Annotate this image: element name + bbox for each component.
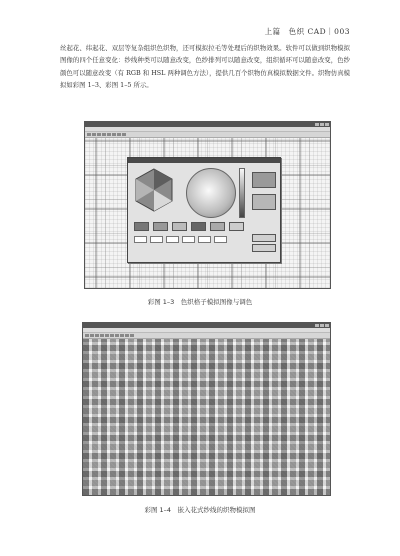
maximize-icon [320,324,324,327]
maximize-icon [320,123,324,126]
color-swatch-row [134,222,244,231]
toolbar-icon [115,334,119,337]
rgb-hexagon-picker [134,168,174,212]
close-icon [325,324,329,327]
toolbar-icon [105,334,109,337]
value-field [182,236,195,243]
current-color-swatch [252,172,276,188]
dialog-cancel-button [252,244,276,252]
lightness-slider [239,168,245,218]
value-field [214,236,227,243]
minimize-icon [315,123,319,126]
toolbar-icon [117,133,121,136]
fancy-yarn-fabric-canvas [83,339,330,495]
toolbar-icon [102,133,106,136]
dialog-ok-button [252,234,276,242]
close-icon [325,123,329,126]
new-color-swatch [252,194,276,210]
dialog-title-bar [128,158,280,163]
running-header: 上篇 色织 CAD｜003 [264,27,350,36]
value-field [134,236,147,243]
color-swatch [134,222,149,231]
color-swatch [191,222,206,231]
toolbar-icon [122,133,126,136]
color-swatch [153,222,168,231]
color-swatch [172,222,187,231]
value-field [150,236,163,243]
figure-1-3-screenshot [84,121,331,289]
toolbar-icon [120,334,124,337]
value-field [198,236,211,243]
value-field [166,236,179,243]
color-value-fields [134,236,227,243]
figure-1-4-caption: 彩图 1–4 嵌入花式纱线的织物模拟图 [144,506,256,514]
figure-1-4-screenshot [82,322,331,496]
body-paragraph: 丝起花、纬起花、双层等复杂组织色织物，还可模拟拉毛等处理后的织物效果。软件可以做到织物模拟图像的四个任意变化：纱线种类可以随意改变，色纱排列可以随意改变，组织循环可以随意改变，色纱颜色可以随意改变（有 RGB 和 HSL 两种调色方法），提供几百个织物仿真模拟数据文件。织物仿真模拟如彩图 1–3、彩图 1–5 所示。 [60,44,350,90]
toolbar-icon [110,334,114,337]
toolbar-icon [95,334,99,337]
toolbar-icon [125,334,129,337]
toolbar-icon [107,133,111,136]
color-swatch [210,222,225,231]
hsl-color-wheel [186,168,236,218]
toolbar-icon [112,133,116,136]
figure-1-3-caption: 彩图 1–3 色织格子模拟图像与调色 [147,298,253,306]
toolbar-icon [85,334,89,337]
minimize-icon [315,324,319,327]
toolbar-icon [87,133,91,136]
toolbar-icon [97,133,101,136]
toolbar-icon [100,334,104,337]
toolbar-icon [90,334,94,337]
color-swatch [229,222,244,231]
toolbar-icon [92,133,96,136]
color-adjust-dialog [127,157,281,263]
toolbar-icon [130,334,134,337]
